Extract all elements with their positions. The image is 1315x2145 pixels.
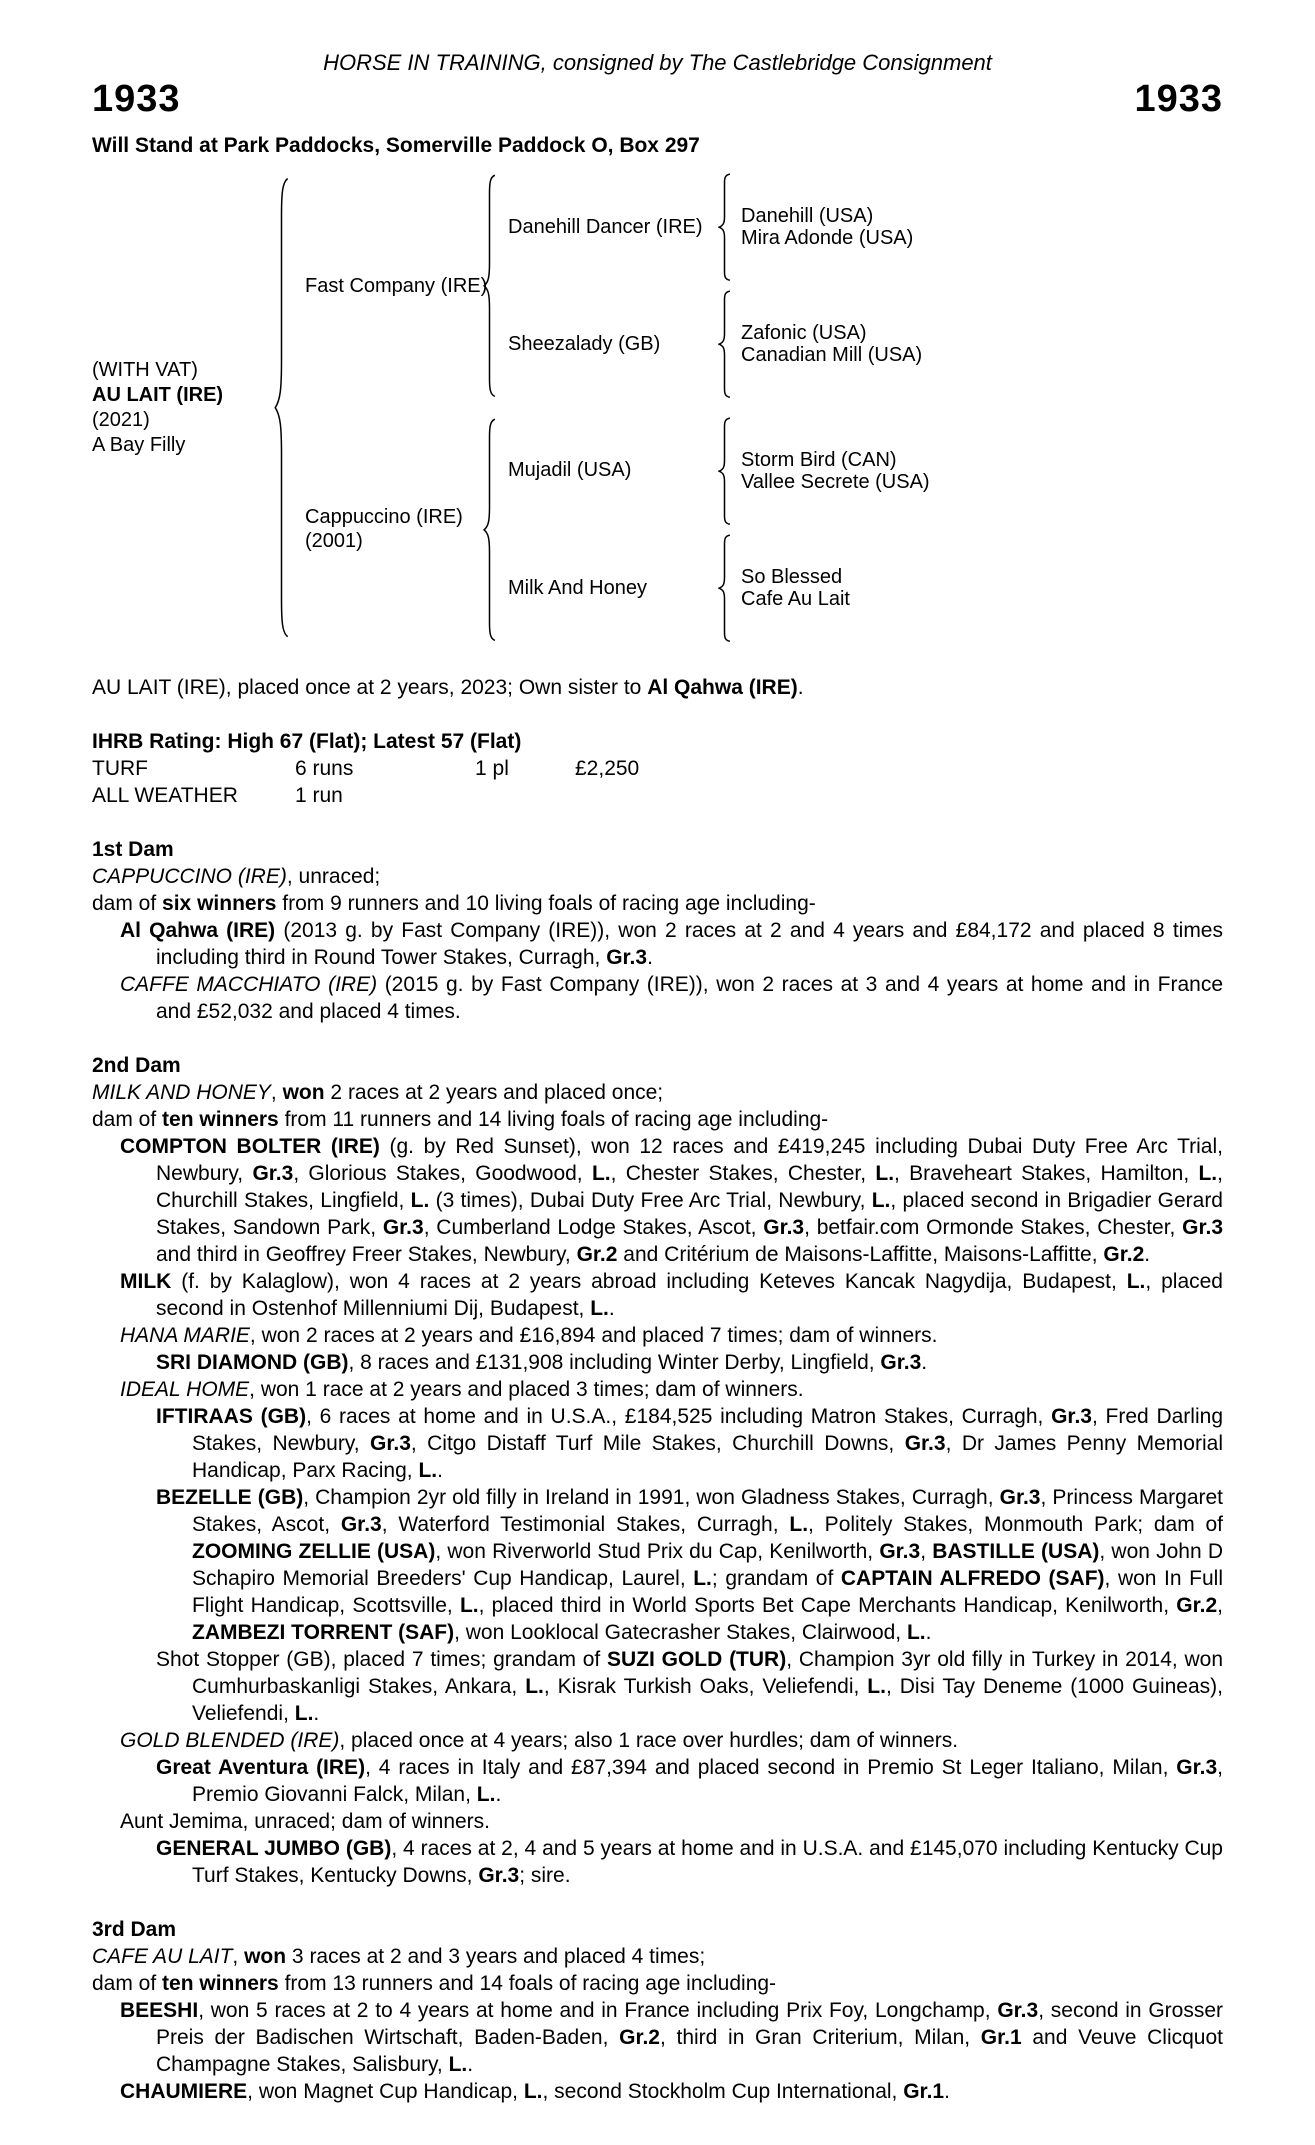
text-segment: . [1144, 1243, 1151, 1267]
text-segment: . [437, 1459, 443, 1483]
text-segment: GOLD BLENDED (IRE) [120, 1729, 340, 1753]
text-segment: ZAMBEZI TORRENT (SAF) [192, 1621, 455, 1645]
text-segment: Gr.2 [1176, 1594, 1218, 1618]
text-segment: Gr.3 [340, 1513, 382, 1537]
dam-section [92, 1916, 1223, 2105]
text-segment: L. [448, 2053, 468, 2077]
text-segment: , won 2 races at 2 years and £16,894 and placed 7 times; dam of winners. [249, 1324, 938, 1348]
text-segment: , Glorious Stakes, Goodwood, [293, 1162, 592, 1186]
text-segment: Al Qahwa (IRE) [647, 676, 798, 700]
text-segment: Gr.1 [903, 2080, 945, 2104]
text-segment: , won Looklocal Gatecrasher Stakes, Clairwood, [454, 1621, 907, 1645]
text-segment: Gr.3 [252, 1162, 294, 1186]
grandparent-name: Vallee Secrete (USA) [741, 470, 930, 493]
sire-name: Fast Company (IRE) [305, 274, 488, 297]
sire-block [305, 172, 1223, 400]
text-segment: (2013 g. by Fast Company (IRE)), won 2 races at 2 and 4 years and £84,172 and placed 8 times including third in Round Tower Stakes, Curragh, [156, 919, 1223, 970]
text-segment: . [647, 946, 653, 970]
record-row [92, 782, 639, 809]
vat-note: (WITH VAT) [92, 358, 198, 381]
horse-name: AU LAIT (IRE) [92, 383, 224, 406]
text-segment: , 8 races and £131,908 including Winter Derby, Lingfield, [348, 1351, 881, 1375]
text-segment: , Waterford Testimonial Stakes, Curragh, [381, 1513, 790, 1537]
text-segment: dam of [92, 1972, 163, 1996]
pedigree-paragraph [92, 917, 1223, 971]
dam-name-cell [305, 505, 483, 553]
pedigree-paragraph [92, 1322, 1223, 1349]
text-segment: L. [418, 1459, 438, 1483]
text-segment: Gr.2 [576, 1243, 618, 1267]
sire-dam-name: Sheezalady (GB) [508, 332, 661, 355]
dam-brace-icon [483, 417, 496, 643]
text-segment: 3 races at 2 and 3 years and placed 4 times; [286, 1945, 706, 1969]
text-segment: , won Riverworld Stud Prix du Cap, Kenilworth, [435, 1540, 880, 1564]
text-segment: Gr.2 [619, 2026, 660, 2050]
dam-sire-brace-icon [718, 417, 731, 525]
stand-location-line: Will Stand at Park Paddocks, Somerville Paddock O, Box 297 [92, 134, 700, 157]
pedigree-paragraph [92, 1997, 1223, 2078]
text-segment: , Kisrak Turkish Oaks, Veliefendi, [543, 1675, 868, 1699]
dam-dam-grandparents [741, 566, 1223, 610]
text-segment: , placed second in Ostenhof Millenniumi Dij, Budapest, [156, 1270, 1223, 1321]
text-segment: , 4 races in Italy and £87,394 and placed second in Premio St Leger Italiano, Milan, [365, 1756, 1177, 1780]
text-segment: Gr.3 [478, 1864, 520, 1888]
sire-sire-brace-icon [718, 173, 731, 281]
record-cell [475, 782, 575, 809]
text-segment: Al Qahwa (IRE) [120, 919, 276, 943]
text-segment: dam of [92, 1108, 163, 1132]
text-segment: , second Stockholm Cup International, [542, 2080, 904, 2104]
dam-dam-brace-icon [718, 534, 731, 642]
pedigree-table [92, 172, 1223, 643]
text-segment: ; sire. [519, 1864, 571, 1888]
text-segment: Gr.3 [382, 1216, 424, 1240]
sire-dam-block [508, 289, 1223, 399]
pedigree-paragraph [92, 1484, 1223, 1646]
sire-parents [508, 172, 1223, 400]
pedigree-paragraph [92, 1835, 1223, 1889]
text-segment: CAPTAIN ALFREDO (SAF) [840, 1567, 1105, 1591]
text-segment: SUZI GOLD (TUR) [607, 1648, 787, 1672]
text-segment: L. [591, 1162, 611, 1186]
race-record [92, 729, 1223, 809]
text-segment: L. [871, 1189, 891, 1213]
pedigree-paragraph [92, 1133, 1223, 1268]
text-segment: CAPPUCCINO (IRE) [92, 865, 287, 889]
text-segment: Gr.3 [999, 1486, 1041, 1510]
text-segment: , Chester Stakes, Chester, [610, 1162, 876, 1186]
dam-sire-name: Mujadil (USA) [508, 459, 632, 482]
text-segment: , Princess Margaret Stakes, Ascot, [192, 1486, 1224, 1537]
text-segment: , Dr James Penny Memorial Handicap, Parx Racing, [192, 1432, 1223, 1483]
text-segment: , betfair.com Ormonde Stakes, Chester, [804, 1216, 1183, 1240]
pedigree-generations [305, 172, 1223, 643]
record-cell: £2,250 [575, 757, 640, 781]
text-segment: Gr.3 [904, 1432, 946, 1456]
pedigree-paragraph [92, 1646, 1223, 1727]
text-segment: L. [294, 1702, 314, 1726]
record-table-body [92, 755, 639, 809]
lot-number-left: 1933 [92, 78, 181, 120]
dam-sire-grandparents [741, 449, 1223, 493]
text-segment: COMPTON BOLTER (IRE) [120, 1135, 380, 1159]
text-segment: (g. by Red Sunset), won 12 races and £419,245 including Dubai Duty Free Arc Trial, Newbury, [156, 1135, 1223, 1186]
pedigree-paragraph [92, 1349, 1223, 1376]
sire-sire-block [508, 172, 1223, 282]
dam-block [305, 416, 1223, 644]
text-segment: ten winners [162, 1108, 279, 1132]
text-segment: Gr.3 [1182, 1216, 1224, 1240]
pedigree-paragraph [92, 1106, 1223, 1133]
text-segment: , placed second in Brigadier Gerard Stakes, Sandown Park, [156, 1189, 1223, 1240]
pedigree-paragraph [92, 971, 1223, 1025]
text-segment: and Critérium de Maisons-Laffitte, Maisons-Laffitte, [617, 1243, 1104, 1267]
text-segment: , Politely Stakes, Monmouth Park; dam of [808, 1513, 1224, 1537]
horse-description: A Bay Filly [92, 433, 186, 456]
text-segment: from 9 runners and 10 living foals of racing age including- [276, 892, 816, 916]
text-segment: . [608, 1297, 615, 1321]
text-segment: L. [1198, 1162, 1218, 1186]
lot-number-right: 1933 [1134, 78, 1223, 120]
text-segment: MILK AND HONEY [92, 1081, 271, 1105]
text-segment: , Champion 3yr old filly in Turkey in 2014, won Cumhurbaskanligi Stakes, Ankara, [192, 1648, 1223, 1699]
pedigree-main-brace-icon [274, 174, 289, 641]
text-segment: GENERAL JUMBO (GB) [156, 1837, 392, 1861]
consignment-header: HORSE IN TRAINING, consigned by The Castlebridge Consignment [323, 50, 992, 75]
text-segment: . [925, 1621, 932, 1645]
dam-dam-block [508, 533, 1223, 643]
text-segment: HANA MARIE [120, 1324, 250, 1348]
text-segment: , Cumberland Lodge Stakes, Ascot, [423, 1216, 764, 1240]
text-segment: and Veuve Clicquot Champagne Stakes, Salisbury, [156, 2026, 1223, 2077]
text-segment: , Churchill Stakes, Lingfield, [156, 1162, 1223, 1213]
text-segment: Gr.3 [997, 1999, 1039, 2023]
text-segment: (2015 g. by Fast Company (IRE)), won 2 races at 3 and 4 years at home and in France and £52,032 and placed 4 times. [156, 973, 1223, 1024]
text-segment: Shot Stopper (GB), placed 7 times; grandam of [156, 1648, 608, 1672]
grandparent-name: Storm Bird (CAN) [741, 448, 897, 471]
text-segment: . [921, 1351, 928, 1375]
text-segment: L. [590, 1297, 609, 1321]
text-segment: , [270, 1081, 283, 1105]
grandparent-name: Canadian Mill (USA) [741, 344, 923, 367]
text-segment: , 4 races at 2, 4 and 5 years at home and in U.S.A. and £145,070 including Kentucky Cup Turf Stakes, Kentucky Downs, [192, 1837, 1223, 1888]
text-segment: , Braveheart Stakes, Hamilton, [894, 1162, 1199, 1186]
text-segment: Gr.3 [606, 946, 648, 970]
record-cell: 6 runs [295, 757, 354, 781]
pedigree-paragraph [92, 1808, 1223, 1835]
dam-dam-name: Milk And Honey [508, 576, 647, 599]
pedigree-paragraph [92, 1268, 1223, 1322]
text-segment: (3 times), Dubai Duty Free Arc Trial, Newbury, [429, 1189, 872, 1213]
birth-year: (2021) [92, 408, 150, 431]
pedigree-paragraph [92, 1376, 1223, 1403]
text-segment: CHAUMIERE [120, 2080, 248, 2104]
text-segment: won [244, 1945, 287, 1969]
record-cell: 1 pl [475, 757, 509, 781]
text-segment: (f. by Kalaglow), won 4 races at 2 years abroad including Keteves Kancak Nagydija, Budapest, [171, 1270, 1127, 1294]
pedigree-paragraph [92, 1754, 1223, 1808]
text-segment: . [944, 2080, 950, 2104]
text-segment: , unraced; [286, 865, 381, 889]
pedigree-paragraph [92, 1403, 1223, 1484]
text-segment: L. [867, 1675, 886, 1699]
pedigree-paragraph [92, 1079, 1223, 1106]
dam-parents [508, 416, 1223, 644]
text-segment: , Fred Darling Stakes, Newbury, [192, 1405, 1223, 1456]
sire-brace-icon [483, 173, 496, 399]
grandparent-name: So Blessed [741, 566, 843, 589]
text-segment: Gr.3 [370, 1432, 411, 1456]
text-segment: ; grandam of [711, 1567, 841, 1591]
record-table [92, 755, 639, 809]
pedigree-paragraph [92, 1943, 1223, 1970]
text-segment: Gr.2 [1103, 1243, 1145, 1267]
text-segment: . [797, 676, 804, 700]
text-segment: L. [875, 1162, 895, 1186]
text-segment: , third in Gran Criterium, Milan, [659, 2026, 981, 2050]
sire-dam-brace-icon [718, 290, 731, 398]
text-segment: , Disi Tay Deneme (1000 Guineas), Veliefendi, [192, 1675, 1223, 1726]
text-segment: dam of [92, 892, 163, 916]
dam-sire-block [508, 416, 1223, 526]
text-segment: BEESHI [120, 1999, 199, 2023]
dam-name: Cappuccino (IRE) [305, 506, 463, 529]
sire-sire-grandparents [741, 205, 1223, 249]
text-segment: , Citgo Distaff Turf Mile Stakes, Churchill Downs, [410, 1432, 905, 1456]
pedigree-paragraph [92, 1727, 1223, 1754]
text-segment: Aunt Jemima, unraced; dam of winners. [120, 1810, 491, 1834]
horse-details [92, 358, 274, 458]
text-segment: L. [693, 1567, 712, 1591]
dam-section-heading: 2nd Dam [92, 1054, 181, 1078]
text-segment: L. [525, 1675, 544, 1699]
text-segment: IDEAL HOME [120, 1378, 250, 1402]
lot-number-row [92, 80, 1223, 118]
text-segment: L. [789, 1513, 809, 1537]
pedigree-paragraph [92, 2078, 1223, 2105]
text-segment: Gr.3 [879, 1540, 921, 1564]
text-segment: L. [410, 1189, 430, 1213]
text-segment: , 6 races at home and in U.S.A., £184,525 including Matron Stakes, Curragh, [306, 1405, 1052, 1429]
grandparent-name: Cafe Au Lait [741, 588, 850, 611]
dam-section [92, 836, 1223, 1025]
record-cell: 1 run [295, 784, 343, 808]
text-segment: L. [906, 1621, 926, 1645]
text-segment: , won John D Schapiro Memorial Breeders' Cup Handicap, Laurel, [192, 1540, 1223, 1591]
sire-sire-name: Danehill Dancer (IRE) [508, 215, 703, 238]
text-segment: L. [523, 2080, 543, 2104]
text-segment: , placed third in World Sports Bet Cape Merchants Handicap, Kenilworth, [478, 1594, 1177, 1618]
text-segment: , Premio Giovanni Falck, Milan, [192, 1756, 1223, 1807]
dam-section-heading: 1st Dam [92, 838, 174, 862]
text-segment: Gr.3 [880, 1351, 922, 1375]
text-segment: six winners [162, 892, 277, 916]
record-cell [575, 782, 639, 809]
text-segment: , [232, 1945, 245, 1969]
text-segment: ZOOMING ZELLIE (USA) [192, 1540, 436, 1564]
text-segment: ten winners [162, 1972, 279, 1996]
text-segment: . [313, 1702, 320, 1726]
text-segment: , won 5 races at 2 to 4 years at home and in France including Prix Foy, Longchamp, [198, 1999, 998, 2023]
grandparent-name: Danehill (USA) [741, 205, 874, 228]
dam-year: (2001) [305, 530, 363, 553]
sire-dam-grandparents [741, 322, 1223, 366]
text-segment: , Champion 2yr old filly in Ireland in 1991, won Gladness Stakes, Curragh, [303, 1486, 1000, 1510]
text-segment: Gr.3 [1176, 1756, 1218, 1780]
grandparent-name: Mira Adonde (USA) [741, 227, 914, 250]
text-segment: Gr.3 [763, 1216, 805, 1240]
text-segment: from 11 runners and 14 living foals of racing age including- [278, 1108, 829, 1132]
text-segment: , won Magnet Cup Handicap, [247, 2080, 524, 2104]
pedigree-paragraph [92, 890, 1223, 917]
text-segment: SRI DIAMOND (GB) [156, 1351, 349, 1375]
dam-section-heading: 3rd Dam [92, 1918, 177, 1942]
dam-section [92, 1052, 1223, 1889]
text-segment: L. [1126, 1270, 1146, 1294]
dam-sections [92, 836, 1223, 2105]
text-segment: , second in Grosser Preis der Badischen Wirtschaft, Baden-Baden, [156, 1999, 1223, 2050]
text-segment: BASTILLE (USA) [932, 1540, 1100, 1564]
text-segment: from 13 runners and 14 foals of racing age including- [278, 1972, 777, 1996]
text-segment: , [920, 1540, 933, 1564]
text-segment: , won 1 race at 2 years and placed 3 times; dam of winners. [249, 1378, 804, 1402]
text-segment: Gr.1 [980, 2026, 1022, 2050]
text-segment: . [495, 1783, 502, 1807]
text-segment: BEZELLE (GB) [156, 1486, 304, 1510]
record-row [92, 755, 639, 782]
grandparent-name: Zafonic (USA) [741, 322, 867, 345]
text-segment: won [282, 1081, 325, 1105]
record-cell: ALL WEATHER [92, 784, 238, 808]
record-cell: TURF [92, 757, 148, 781]
text-segment: Great Aventura (IRE) [156, 1756, 366, 1780]
text-segment: , won In Full Flight Handicap, Scottsville, [192, 1567, 1223, 1618]
text-segment: 2 races at 2 years and placed once; [324, 1081, 664, 1105]
text-segment: IFTIRAAS (GB) [156, 1405, 307, 1429]
text-segment: , placed once at 4 years; also 1 race over hurdles; dam of winners. [339, 1729, 959, 1753]
pedigree-paragraph [92, 1970, 1223, 1997]
text-segment: AU LAIT (IRE), placed once at 2 years, 2023; Own sister to [92, 676, 648, 700]
text-segment: MILK [120, 1270, 172, 1294]
text-segment: L. [459, 1594, 479, 1618]
summary-paragraph [92, 675, 1223, 701]
pedigree-paragraph [92, 863, 1223, 890]
rating-heading: IHRB Rating: High 67 (Flat); Latest 57 (Flat) [92, 730, 522, 754]
text-segment: and third in Geoffrey Freer Stakes, Newbury, [156, 1243, 577, 1267]
text-segment: Gr.3 [1051, 1405, 1092, 1429]
text-segment: . [467, 2053, 474, 2077]
text-segment: CAFFE MACCHIATO (IRE) [120, 973, 378, 997]
text-segment: , [1217, 1594, 1223, 1618]
text-segment: CAFE AU LAIT [92, 1945, 233, 1969]
text-segment: L. [476, 1783, 496, 1807]
